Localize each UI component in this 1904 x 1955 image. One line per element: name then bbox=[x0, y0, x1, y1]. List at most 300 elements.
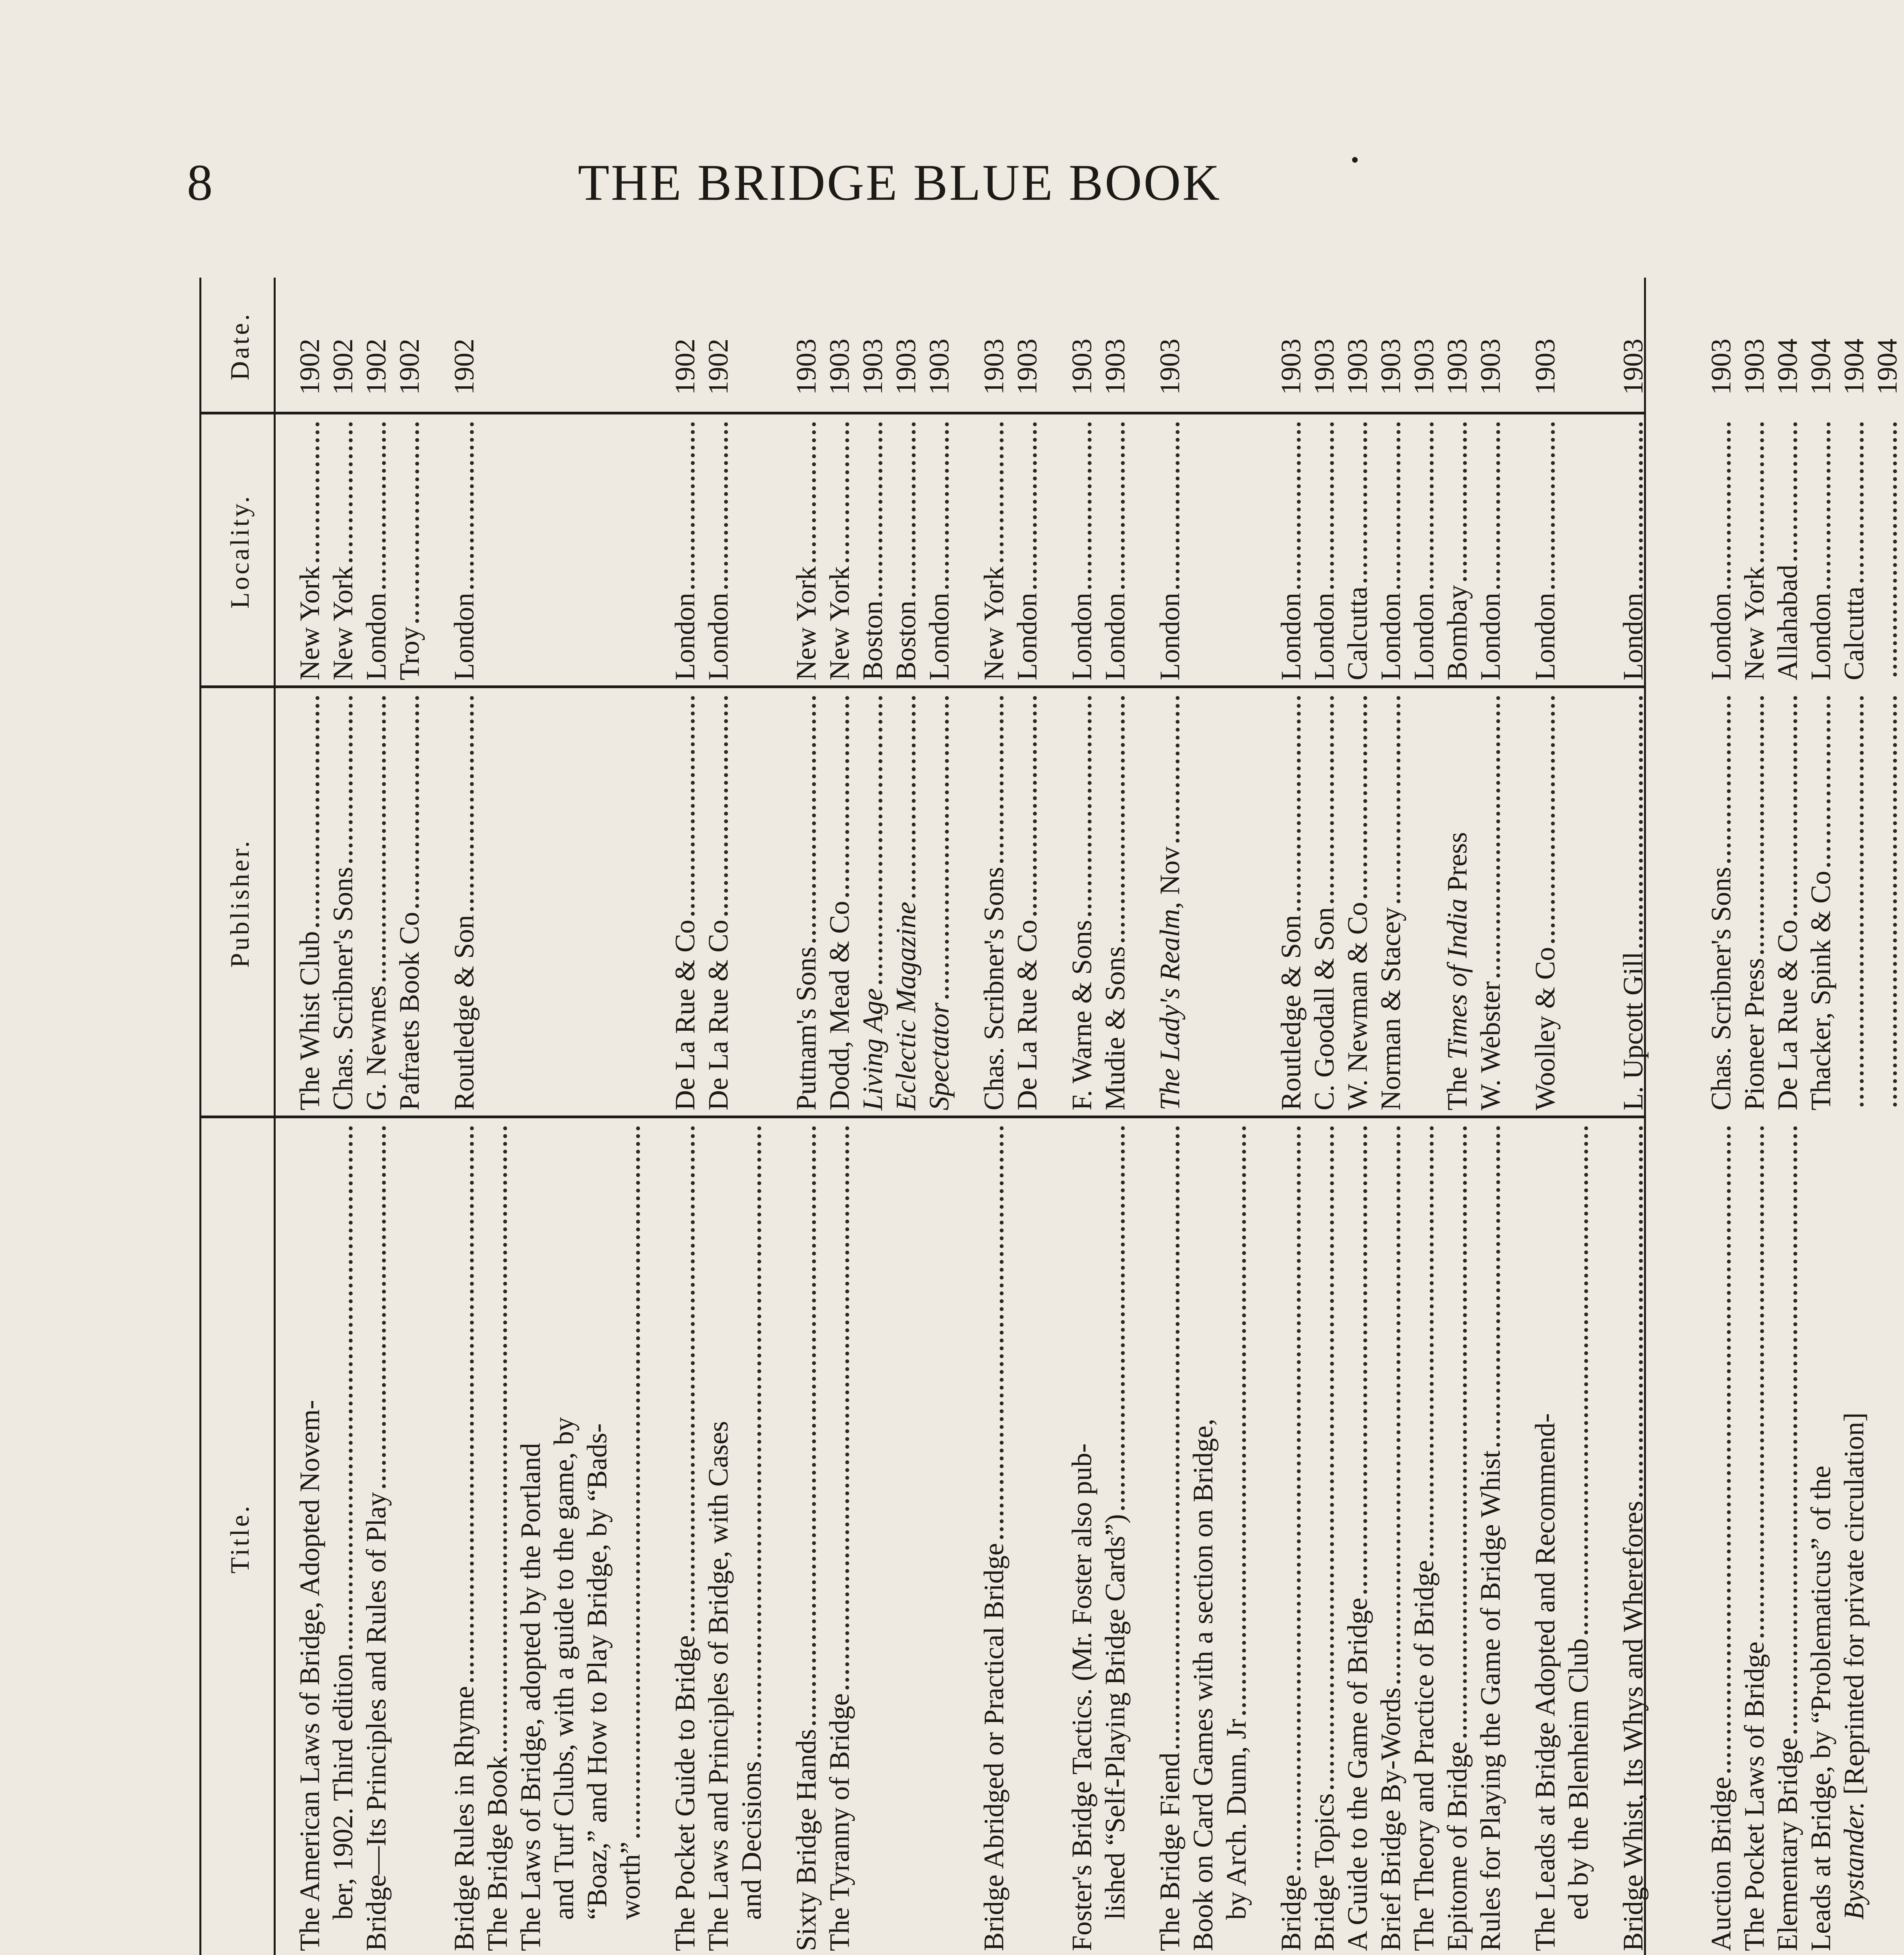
publisher-text: De La Rue & Co bbox=[669, 920, 701, 1110]
cell-publisher bbox=[1804, 696, 1838, 1110]
cell-publisher bbox=[790, 696, 823, 1110]
cell-locality bbox=[702, 422, 735, 680]
dot-leader bbox=[1827, 696, 1830, 867]
cell-publisher bbox=[1308, 696, 1341, 1110]
cell-date bbox=[1771, 285, 1804, 395]
date-text: 1903 bbox=[1099, 339, 1131, 395]
date-text: 1903 bbox=[1617, 339, 1649, 395]
column-header-locality: Locality. bbox=[225, 494, 255, 609]
cell-publisher bbox=[1441, 696, 1474, 1110]
cell-title bbox=[326, 1126, 360, 1920]
title-text: The American Laws of Bridge, Adopted Novem- bbox=[294, 1400, 325, 1951]
page-header bbox=[0, 0, 1743, 274]
title-text: ed by the Blenheim Club bbox=[1563, 1638, 1594, 1920]
title-text: The Theory and Practice of Bridge bbox=[1408, 1560, 1440, 1951]
locality-text: London bbox=[1275, 593, 1307, 680]
publisher-text: F. Warne & Sons bbox=[1066, 920, 1097, 1110]
cell-publisher bbox=[448, 696, 481, 1110]
cell-publisher bbox=[1529, 696, 1562, 1110]
table-row bbox=[1407, 278, 1441, 1955]
title-text: Auction Bridge bbox=[1705, 1777, 1737, 1951]
cell-title bbox=[1738, 1126, 1771, 1951]
dot-leader bbox=[1860, 696, 1864, 1107]
publisher-text bbox=[1153, 847, 1187, 1110]
cell-title bbox=[823, 1126, 856, 1951]
locality-text: Allahabad bbox=[1772, 565, 1803, 680]
date-text: 1902 bbox=[294, 339, 325, 395]
dot-leader bbox=[912, 422, 916, 597]
cell-date bbox=[1275, 285, 1308, 395]
cell-publisher bbox=[547, 696, 581, 1110]
cell-locality bbox=[889, 422, 923, 680]
dot-leader bbox=[470, 1126, 474, 1682]
dot-leader bbox=[1760, 1126, 1764, 1638]
locality-text: Boston bbox=[890, 600, 922, 680]
locality-text: London bbox=[1099, 593, 1131, 680]
cell-date bbox=[1738, 285, 1771, 395]
date-text: 1903 bbox=[857, 339, 888, 395]
table-row bbox=[481, 278, 514, 1955]
table-row bbox=[614, 278, 647, 1955]
publisher-italic-text: The Lady's Realm bbox=[1154, 909, 1185, 1110]
cell-title bbox=[1341, 1126, 1374, 1951]
table-row bbox=[1617, 278, 1650, 1955]
cell-date bbox=[1341, 285, 1374, 395]
dot-leader bbox=[1430, 1126, 1434, 1556]
locality-text: London bbox=[1375, 593, 1406, 680]
cell-title bbox=[977, 1126, 1011, 1951]
title-text: Bridge Whist, Its Whys and Wherefores bbox=[1617, 1501, 1649, 1951]
cell-date bbox=[1308, 285, 1341, 395]
table-row bbox=[669, 278, 702, 1955]
locality-text: London bbox=[1705, 593, 1737, 680]
locality-text: London bbox=[1805, 593, 1836, 680]
locality-text: Boston bbox=[857, 600, 888, 680]
cell-publisher bbox=[1153, 696, 1187, 1110]
cell-publisher bbox=[1871, 696, 1904, 1110]
cell-title bbox=[702, 1126, 735, 1951]
cell-locality bbox=[1871, 422, 1904, 680]
cell-date bbox=[923, 285, 956, 395]
dot-leader bbox=[1463, 422, 1467, 581]
dot-leader bbox=[1363, 422, 1367, 583]
cell-date bbox=[293, 285, 326, 395]
dot-leader bbox=[1463, 1126, 1467, 1738]
publisher-italic-text: Times of India bbox=[1441, 899, 1473, 1060]
dot-leader bbox=[812, 696, 816, 943]
cell-publisher bbox=[1738, 696, 1771, 1110]
cell-locality bbox=[581, 422, 614, 680]
cell-date bbox=[1650, 285, 1683, 395]
cell-title bbox=[1838, 1126, 1871, 1920]
table-row bbox=[1771, 278, 1804, 1955]
cell-publisher bbox=[977, 696, 1011, 1110]
cell-title bbox=[1529, 1126, 1562, 1951]
title-text: ber, 1902. Third edition bbox=[327, 1653, 359, 1920]
dot-leader bbox=[1496, 422, 1500, 589]
locality-text: London bbox=[1529, 593, 1561, 680]
dot-leader bbox=[349, 1126, 353, 1649]
publisher-text: Chas. Scribner's Sons bbox=[1705, 867, 1737, 1110]
dot-leader bbox=[636, 1126, 640, 1838]
dot-leader bbox=[382, 422, 386, 589]
column-header-publisher: Publisher. bbox=[225, 838, 255, 968]
date-text: 1903 bbox=[1529, 339, 1561, 395]
dot-leader bbox=[1496, 696, 1500, 978]
locality-text: London bbox=[703, 593, 734, 680]
date-text: 1902 bbox=[360, 339, 392, 395]
title-text: Rules for Playing the Game of Bridge Whist bbox=[1475, 1450, 1506, 1951]
date-text: 1903 bbox=[923, 339, 955, 395]
dot-leader bbox=[1639, 696, 1643, 948]
locality-text: Troy bbox=[394, 626, 425, 680]
cell-title bbox=[1099, 1126, 1132, 1920]
cell-publisher bbox=[1838, 696, 1871, 1110]
cell-title bbox=[1308, 1126, 1341, 1951]
cell-date bbox=[547, 285, 581, 395]
table-row bbox=[702, 278, 735, 1955]
dot-leader bbox=[1893, 422, 1897, 676]
cell-publisher bbox=[1341, 696, 1374, 1110]
cell-date bbox=[1562, 285, 1595, 395]
cell-date bbox=[1441, 285, 1474, 395]
title-text: “Boaz,” and How to Play Bridge, by “Bads- bbox=[581, 1423, 613, 1920]
cell-title bbox=[393, 1126, 426, 1951]
publisher-text: Dodd, Mead & Co bbox=[824, 901, 855, 1110]
dot-leader bbox=[812, 1126, 816, 1725]
ornament-dot: • bbox=[1351, 147, 1359, 173]
publisher-text: Mudie & Sons bbox=[1099, 946, 1131, 1110]
table-row bbox=[1738, 278, 1771, 1955]
publisher-text: L. Upcott Gill bbox=[1617, 952, 1649, 1110]
dot-leader bbox=[415, 696, 419, 908]
cell-date bbox=[448, 285, 481, 395]
locality-text: London bbox=[1617, 593, 1649, 680]
publisher-text: Pafraets Book Co bbox=[394, 912, 425, 1110]
title-text: Bridge Rules in Rhyme bbox=[448, 1686, 480, 1951]
dot-leader bbox=[1551, 422, 1555, 589]
dot-leader bbox=[845, 696, 849, 897]
cell-publisher bbox=[735, 696, 768, 1110]
table-row bbox=[1838, 278, 1871, 1955]
publisher-text: The Whist Club bbox=[294, 931, 325, 1110]
dot-leader bbox=[1430, 422, 1434, 589]
dot-leader bbox=[1176, 696, 1180, 843]
dot-leader bbox=[1330, 1126, 1334, 1789]
date-text: 1903 bbox=[1441, 339, 1473, 395]
table-row bbox=[326, 278, 360, 1955]
cell-locality bbox=[448, 422, 481, 680]
dot-leader bbox=[1121, 696, 1125, 942]
dot-leader bbox=[470, 422, 474, 589]
dot-leader bbox=[1727, 422, 1731, 589]
table-row bbox=[889, 278, 923, 1955]
cell-title bbox=[1705, 1126, 1738, 1951]
publisher-text: Spectator bbox=[923, 1003, 955, 1110]
cell-date bbox=[977, 285, 1011, 395]
cell-title bbox=[669, 1126, 702, 1951]
dot-leader bbox=[316, 422, 319, 562]
column-header-date: Date. bbox=[225, 312, 255, 380]
dot-leader bbox=[812, 422, 816, 562]
cell-locality bbox=[1065, 422, 1099, 680]
cell-publisher bbox=[614, 696, 647, 1110]
cell-publisher bbox=[702, 696, 735, 1110]
title-text: The Laws and Principles of Bridge, with Cases bbox=[703, 1421, 734, 1951]
locality-text: London bbox=[1066, 593, 1097, 680]
date-text: 1903 bbox=[1275, 339, 1307, 395]
title-text: The Pocket Guide to Bridge bbox=[669, 1635, 701, 1951]
date-text: 1903 bbox=[1705, 339, 1737, 395]
cell-date bbox=[702, 285, 735, 395]
table-row bbox=[735, 278, 768, 1955]
dot-leader bbox=[349, 422, 353, 562]
title-text: Book on Card Games with a section on Bridge, bbox=[1187, 1419, 1219, 1951]
publisher-text: Thacker, Spink & Co bbox=[1805, 870, 1836, 1110]
table-row bbox=[514, 278, 547, 1955]
title-text: The Leads at Bridge Adopted and Recommend- bbox=[1529, 1413, 1561, 1951]
cell-locality bbox=[1275, 422, 1308, 680]
cell-locality bbox=[293, 422, 326, 680]
table-row bbox=[293, 278, 326, 1955]
cell-date bbox=[1187, 285, 1220, 395]
dot-leader bbox=[1793, 422, 1797, 561]
title-text: Epitome of Bridge bbox=[1441, 1742, 1473, 1951]
dot-leader bbox=[1793, 1126, 1797, 1734]
cell-locality bbox=[1804, 422, 1838, 680]
table-row bbox=[1275, 278, 1308, 1955]
cell-locality bbox=[514, 422, 547, 680]
date-text: 1902 bbox=[327, 339, 359, 395]
table-row bbox=[393, 278, 426, 1955]
cell-locality bbox=[393, 422, 426, 680]
cell-locality bbox=[1374, 422, 1407, 680]
date-text: 1903 bbox=[1309, 339, 1340, 395]
cell-publisher bbox=[1705, 696, 1738, 1110]
cell-publisher bbox=[360, 696, 393, 1110]
table-row bbox=[1529, 278, 1562, 1955]
dot-leader bbox=[1639, 1126, 1643, 1497]
cell-publisher bbox=[1562, 696, 1595, 1110]
date-text: 1902 bbox=[448, 339, 480, 395]
cell-title bbox=[1187, 1126, 1220, 1951]
locality-text: New York bbox=[294, 566, 325, 680]
cell-date bbox=[393, 285, 426, 395]
locality-text: London bbox=[669, 593, 701, 680]
cell-date bbox=[1374, 285, 1407, 395]
cell-date bbox=[735, 285, 768, 395]
publisher-text: Living Age bbox=[857, 988, 888, 1110]
cell-locality bbox=[735, 422, 768, 680]
table-row bbox=[977, 278, 1011, 1955]
dot-leader bbox=[845, 1126, 849, 1690]
cell-date bbox=[1065, 285, 1099, 395]
locality-text: London bbox=[1011, 593, 1043, 680]
cell-date bbox=[1705, 285, 1738, 395]
cell-date bbox=[1804, 285, 1838, 395]
dot-leader bbox=[470, 696, 474, 911]
cell-locality bbox=[1838, 422, 1871, 680]
cell-publisher bbox=[514, 696, 547, 1110]
cell-title bbox=[514, 1126, 547, 1951]
cell-locality bbox=[1220, 422, 1253, 680]
table-row bbox=[448, 278, 481, 1955]
cell-title bbox=[1407, 1126, 1441, 1951]
table-row bbox=[547, 278, 581, 1955]
table-row bbox=[1804, 278, 1838, 1955]
cell-title bbox=[1441, 1126, 1474, 1951]
dot-leader bbox=[1397, 422, 1400, 589]
dot-leader bbox=[1088, 422, 1092, 589]
cell-title bbox=[1275, 1126, 1308, 1951]
cell-title bbox=[856, 1126, 889, 1951]
table-row bbox=[1562, 278, 1595, 1955]
publisher-text: Norman & Stacey bbox=[1375, 907, 1406, 1110]
dot-leader bbox=[1033, 422, 1037, 589]
cell-locality bbox=[481, 422, 514, 680]
date-text: 1903 bbox=[890, 339, 922, 395]
cell-title bbox=[1474, 1126, 1507, 1951]
dot-leader bbox=[1176, 422, 1180, 589]
cell-title bbox=[1220, 1126, 1253, 1920]
dot-leader bbox=[724, 696, 728, 916]
dot-leader bbox=[1088, 696, 1092, 916]
publisher-text: Woolley & Co bbox=[1529, 947, 1561, 1110]
publisher-rest-text: Press bbox=[1441, 832, 1473, 899]
dot-leader bbox=[1727, 1126, 1731, 1773]
publisher-text bbox=[1441, 832, 1474, 1110]
cell-date bbox=[1617, 285, 1650, 395]
cell-publisher bbox=[1650, 696, 1683, 1110]
dot-leader bbox=[691, 696, 695, 916]
cell-publisher bbox=[1407, 696, 1441, 1110]
cell-publisher bbox=[1065, 696, 1099, 1110]
date-text: 1903 bbox=[1739, 339, 1770, 395]
publisher-text: C. Goodall & Son bbox=[1309, 907, 1340, 1110]
cell-date bbox=[889, 285, 923, 395]
cell-locality bbox=[1474, 422, 1507, 680]
table-row bbox=[1187, 278, 1220, 1955]
publisher-text: Routledge & Son bbox=[1275, 915, 1307, 1110]
column-header-title: Title. bbox=[225, 1503, 255, 1574]
title-text: Leads at Bridge, by “Problematicus” of the bbox=[1805, 1465, 1836, 1951]
cell-title bbox=[360, 1126, 393, 1951]
cell-locality bbox=[856, 422, 889, 680]
table-row bbox=[360, 278, 393, 1955]
locality-text: New York bbox=[327, 566, 359, 680]
publisher-text: De La Rue & Co bbox=[1772, 920, 1803, 1110]
cell-date bbox=[1220, 285, 1253, 395]
cell-publisher bbox=[1275, 696, 1308, 1110]
cell-locality bbox=[1529, 422, 1562, 680]
dot-leader bbox=[1363, 1126, 1367, 1594]
dot-leader bbox=[1397, 1126, 1400, 1684]
table-row bbox=[790, 278, 823, 1955]
cell-locality bbox=[326, 422, 360, 680]
date-text: 1903 bbox=[1154, 339, 1185, 395]
cell-title bbox=[1771, 1126, 1804, 1951]
dot-leader bbox=[1496, 1126, 1500, 1447]
date-text: 1903 bbox=[1342, 339, 1373, 395]
publisher-text: Putnam's Sons bbox=[791, 946, 822, 1110]
cell-locality bbox=[1153, 422, 1187, 680]
cell-date bbox=[1099, 285, 1132, 395]
cell-publisher bbox=[1011, 696, 1044, 1110]
cell-title bbox=[1562, 1126, 1595, 1920]
title-text: Sixty Bridge Hands bbox=[791, 1729, 822, 1951]
date-text: 1902 bbox=[669, 339, 701, 395]
cell-title bbox=[547, 1126, 581, 1920]
date-text: 1903 bbox=[1066, 339, 1097, 395]
dot-leader bbox=[1000, 1126, 1004, 1539]
table-row bbox=[1065, 278, 1099, 1955]
cell-publisher bbox=[1220, 696, 1253, 1110]
table-row bbox=[1153, 278, 1187, 1955]
cell-locality bbox=[923, 422, 956, 680]
cell-date bbox=[481, 285, 514, 395]
cell-publisher bbox=[326, 696, 360, 1110]
title-text: and Decisions bbox=[736, 1761, 767, 1920]
dot-leader bbox=[316, 696, 319, 927]
dot-leader bbox=[1760, 422, 1764, 562]
date-text: 1903 bbox=[1408, 339, 1440, 395]
dot-leader bbox=[912, 696, 916, 898]
cell-date bbox=[581, 285, 614, 395]
cell-locality bbox=[1099, 422, 1132, 680]
cell-publisher bbox=[1099, 696, 1132, 1110]
cell-title bbox=[1617, 1126, 1650, 1951]
table-row bbox=[581, 278, 614, 1955]
locality-text: London bbox=[1475, 593, 1506, 680]
date-text: 1904 bbox=[1805, 339, 1836, 395]
publisher-text: Routledge & Son bbox=[448, 915, 480, 1110]
cell-locality bbox=[977, 422, 1011, 680]
cell-locality bbox=[547, 422, 581, 680]
table-row bbox=[1871, 278, 1904, 1955]
cell-date bbox=[856, 285, 889, 395]
dot-leader bbox=[1000, 422, 1004, 562]
cell-title bbox=[790, 1126, 823, 1951]
dot-leader bbox=[1397, 696, 1400, 903]
dot-leader bbox=[1297, 696, 1301, 911]
cell-title bbox=[581, 1126, 614, 1920]
cell-publisher bbox=[1771, 696, 1804, 1110]
cell-locality bbox=[790, 422, 823, 680]
dot-leader bbox=[1121, 422, 1125, 589]
table-row bbox=[1011, 278, 1044, 1955]
date-text: 1903 bbox=[1475, 339, 1506, 395]
locality-text: Bombay bbox=[1441, 585, 1473, 680]
cell-date bbox=[514, 285, 547, 395]
dot-leader bbox=[1551, 696, 1555, 943]
title-text: The Laws of Bridge, adopted by the Portland bbox=[515, 1443, 546, 1951]
cell-title bbox=[481, 1126, 514, 1951]
title-text: Foster's Bridge Tactics. (Mr. Foster also pub- bbox=[1066, 1443, 1097, 1951]
date-text: 1903 bbox=[978, 339, 1009, 395]
dot-leader bbox=[1297, 1126, 1301, 1871]
cell-date bbox=[669, 285, 702, 395]
dot-leader bbox=[1121, 1126, 1125, 1510]
dot-leader bbox=[945, 422, 949, 589]
publisher-text: Chas. Scribner's Sons bbox=[327, 867, 359, 1110]
dot-leader bbox=[349, 696, 353, 863]
cell-date bbox=[1474, 285, 1507, 395]
title-text: Bridge bbox=[1275, 1874, 1307, 1951]
dot-leader bbox=[1584, 1126, 1588, 1634]
cell-locality bbox=[1011, 422, 1044, 680]
cell-date bbox=[823, 285, 856, 395]
title-italic-text: Bystander. bbox=[1838, 1802, 1870, 1920]
